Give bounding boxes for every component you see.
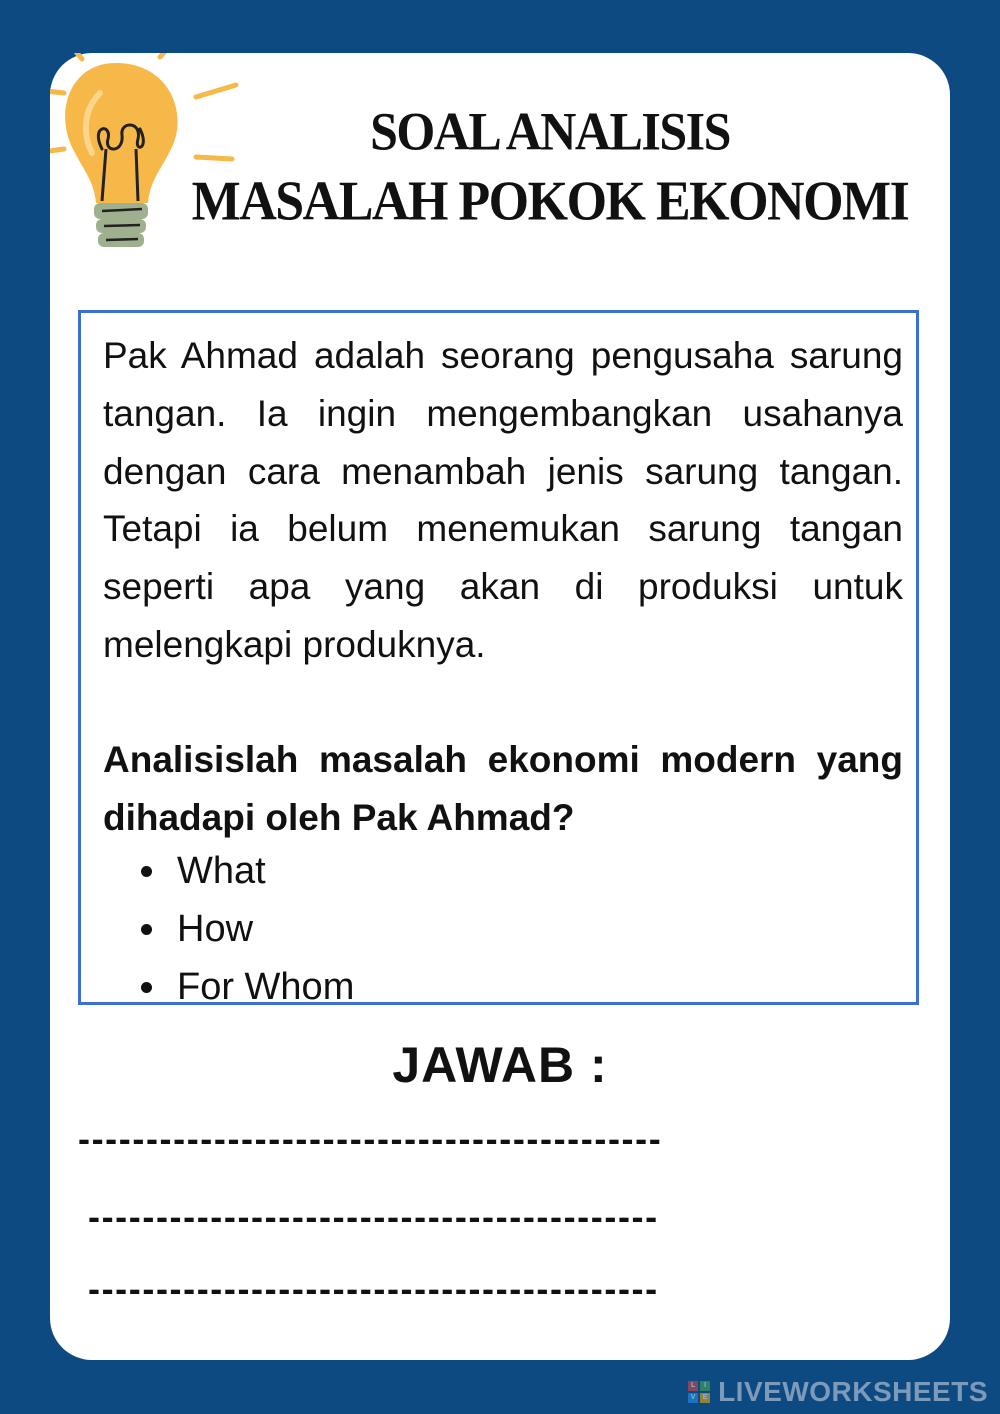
list-item [135,901,354,959]
bullet-icon [141,982,152,993]
answer-line-1[interactable]: ------------------------------------------- [78,1118,663,1159]
page-title [175,100,925,242]
title-line-2: MASALAH POKOK EKONOMI [191,170,909,233]
question-text: Pak Ahmad adalah seorang pengusaha sarung tangan. Ia ingin mengembangkan usahanya dengan cara menambah jenis sarung tangan. Tetapi ia belum menemukan sarung tangan seperti apa yang akan di produksi untuk melengkapi produknya. [103,335,903,665]
option-label: How [177,907,254,950]
watermark-text: LIVEWORKSHEETS [718,1376,988,1407]
list-item [135,959,354,1017]
watermark [688,1376,988,1408]
logo-letter: V [688,1393,698,1403]
liveworksheets-logo [688,1381,710,1403]
option-label: For Whom [177,965,355,1008]
logo-letter: I [700,1381,710,1391]
question-box [78,310,919,1008]
answer-line-3[interactable]: ------------------------------------------ [88,1268,659,1309]
option-label: What [177,850,266,892]
bullet-icon [141,924,152,935]
answer-line-2[interactable]: ------------------------------------------ [88,1196,659,1237]
answer-heading: JAWAB : [392,1037,608,1093]
logo-letter: L [688,1381,698,1391]
question-prompt: Analisislah masalah ekonomi modern yang dihadapi oleh Pak Ahmad? [103,739,903,838]
logo-letter: E [700,1393,710,1403]
bullet-icon [141,866,152,877]
list-item [135,843,354,901]
options-list [135,843,354,1016]
title-line-1: SOAL ANALISIS [370,100,730,162]
